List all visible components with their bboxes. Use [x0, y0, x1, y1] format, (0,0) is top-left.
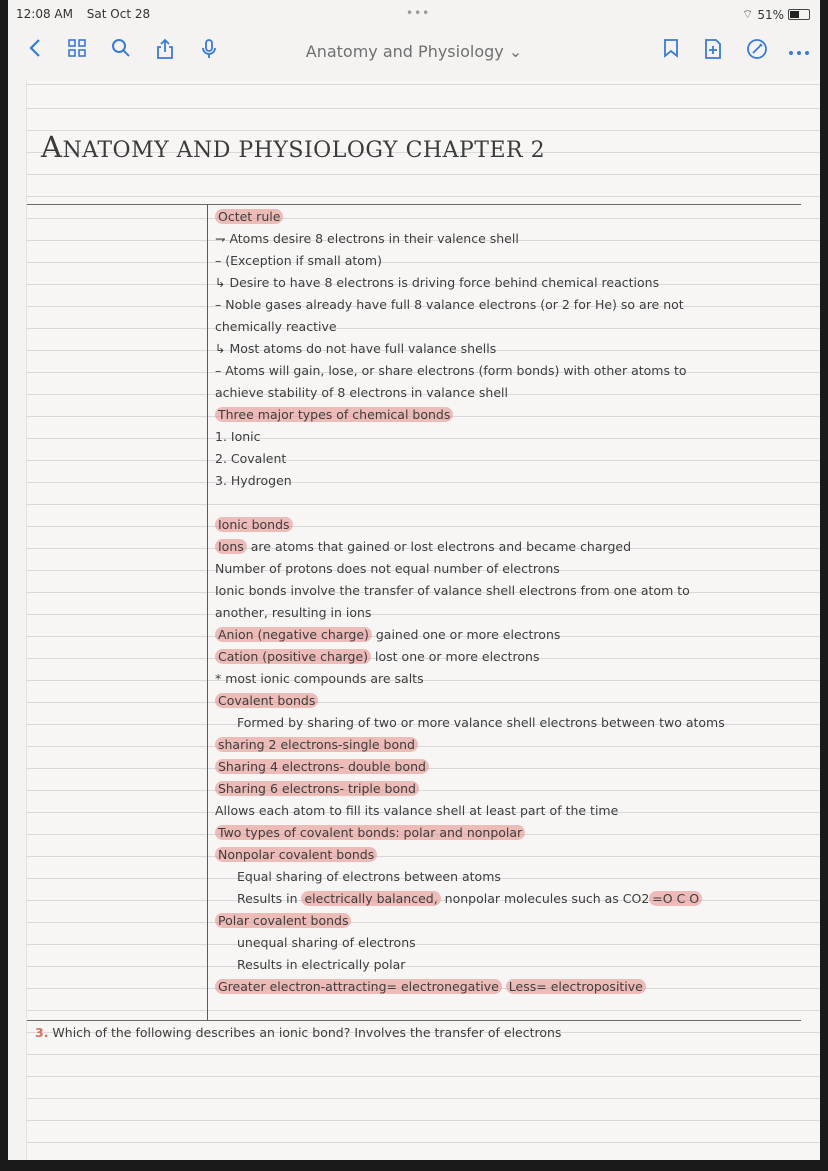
highlighted-text: Polar covalent bonds [215, 913, 351, 928]
note-text: achieve stability of 8 electrons in valance shell [215, 385, 508, 400]
note-line [215, 758, 429, 776]
note-line [215, 516, 293, 534]
tablet-screen [8, 0, 820, 1160]
note-line [215, 560, 560, 578]
note-line [215, 274, 659, 292]
note-text: another, resulting in ions [215, 605, 372, 620]
note-line [215, 428, 261, 446]
note-line [215, 252, 382, 270]
note-text: 1. Ionic [215, 429, 261, 444]
note-line [215, 846, 377, 864]
highlighted-text: =O C O [649, 891, 702, 906]
note-text: Ionic bonds involve the transfer of valance shell electrons from one atom to [215, 583, 690, 598]
note-line [215, 604, 371, 622]
notebook-page[interactable] [26, 80, 820, 1160]
question-text: Which of the following describes an ionic bond? Involves the transfer of electrons [48, 1025, 562, 1040]
toolbar [8, 26, 820, 78]
note-line [215, 626, 560, 644]
highlighted-text: Anion (negative charge) [215, 627, 372, 642]
note-line [215, 736, 418, 754]
note-text: 2. Covalent [215, 451, 287, 466]
note-text: 3. Hydrogen [215, 473, 292, 488]
note-text: – (Exception if small atom) [215, 253, 382, 268]
highlighted-text: Two types of covalent bonds: polar and nonpolar [215, 825, 525, 840]
note-line [215, 450, 286, 468]
note-line [237, 714, 725, 732]
highlighted-text: Ions [215, 539, 247, 554]
note-text: unequal sharing of electrons [237, 935, 416, 950]
note-line [215, 538, 631, 556]
summary-divider [27, 1020, 801, 1021]
note-line [215, 296, 684, 314]
note-line [215, 692, 318, 710]
note-text: ⇁ Atoms desire 8 electrons in their valence shell [215, 231, 519, 246]
note-text: lost one or more electrons [371, 649, 540, 664]
page-title-rest: NATOMY AND PHYSIOLOGY CHAPTER 2 [62, 138, 546, 163]
note-line [215, 780, 419, 798]
highlighted-text: Ionic bonds [215, 517, 293, 532]
status-date: Sat Oct 28 [86, 7, 151, 21]
note-text: * most ionic compounds are salts [215, 671, 424, 686]
note-text: Results in electrically polar [237, 957, 406, 972]
note-text: chemically reactive [215, 319, 337, 334]
note-line [215, 318, 337, 336]
cornell-margin-line [207, 204, 208, 1020]
note-text: ↳ Most atoms do not have full valance shells [215, 341, 497, 356]
note-text: – Atoms will gain, lose, or share electrons (form bonds) with other atoms to [215, 363, 687, 378]
highlighted-text: Sharing 4 electrons- double bond [215, 759, 429, 774]
page-title [41, 130, 545, 164]
note-text: gained one or more electrons [371, 627, 561, 642]
status-left [16, 7, 160, 21]
highlighted-text: electrically balanced, [301, 891, 440, 906]
note-line [215, 582, 690, 600]
pencil-icon[interactable] [744, 38, 770, 65]
highlighted-text: Octet rule [215, 209, 283, 224]
note-line [215, 384, 508, 402]
status-time: 12:08 AM [16, 7, 73, 21]
note-line [215, 208, 283, 226]
highlighted-text: Greater electron-attracting= electronegative [215, 979, 502, 994]
highlighted-text: Covalent bonds [215, 693, 318, 708]
note-text: are atoms that gained or lost electrons and became charged [246, 539, 631, 554]
highlighted-text: Cation (positive charge) [215, 649, 371, 664]
note-text: Number of protons does not equal number of electrons [215, 561, 560, 576]
note-line [215, 648, 539, 666]
note-text: Equal sharing of electrons between atoms [237, 869, 501, 884]
status-bar [8, 0, 820, 26]
note-line [237, 890, 702, 908]
highlighted-text: Nonpolar covalent bonds [215, 847, 377, 862]
wifi-icon: ⌔ [742, 7, 754, 21]
highlighted-text: Sharing 6 electrons- triple bond [215, 781, 419, 796]
battery-percent: 51% [757, 7, 784, 22]
note-line [215, 912, 351, 930]
note-text: Results in [237, 891, 302, 906]
note-line [215, 978, 646, 996]
question-number: 3. [35, 1025, 49, 1040]
note-line [237, 956, 405, 974]
status-right [742, 7, 810, 22]
note-text: Allows each atom to fill its valance shell at least part of the time [215, 803, 619, 818]
more-icon[interactable] [786, 38, 812, 62]
summary-question [35, 1024, 561, 1042]
note-line [215, 340, 496, 358]
note-line [237, 934, 416, 952]
note-text: – Noble gases already have full 8 valance electrons (or 2 for He) so are not [215, 297, 684, 312]
document-title[interactable]: Anatomy and Physiology ⌄ [305, 42, 523, 61]
highlighted-text: Three major types of chemical bonds [215, 407, 453, 422]
note-line [215, 230, 519, 248]
note-line [215, 824, 525, 842]
note-line [215, 406, 453, 424]
note-line [237, 868, 501, 886]
page-title-initial: A [41, 130, 63, 164]
battery-icon [788, 9, 810, 20]
note-line [215, 362, 687, 380]
add-page-icon[interactable] [700, 38, 726, 65]
note-text: ↳ Desire to have 8 electrons is driving force behind chemical reactions [215, 275, 660, 290]
highlighted-text: Less= electropositive [506, 979, 646, 994]
note-text: nonpolar molecules such as CO2 [440, 891, 650, 906]
note-line [215, 670, 424, 688]
bookmark-icon[interactable] [658, 38, 684, 63]
note-line [215, 472, 292, 490]
header-divider [27, 204, 801, 205]
highlighted-text: sharing 2 electrons-single bond [215, 737, 418, 752]
note-text: Formed by sharing of two or more valance shell electrons between two atoms [237, 715, 725, 730]
multitasking-dots[interactable]: ••• [406, 6, 431, 20]
battery-fill [790, 11, 799, 18]
note-line [215, 802, 618, 820]
